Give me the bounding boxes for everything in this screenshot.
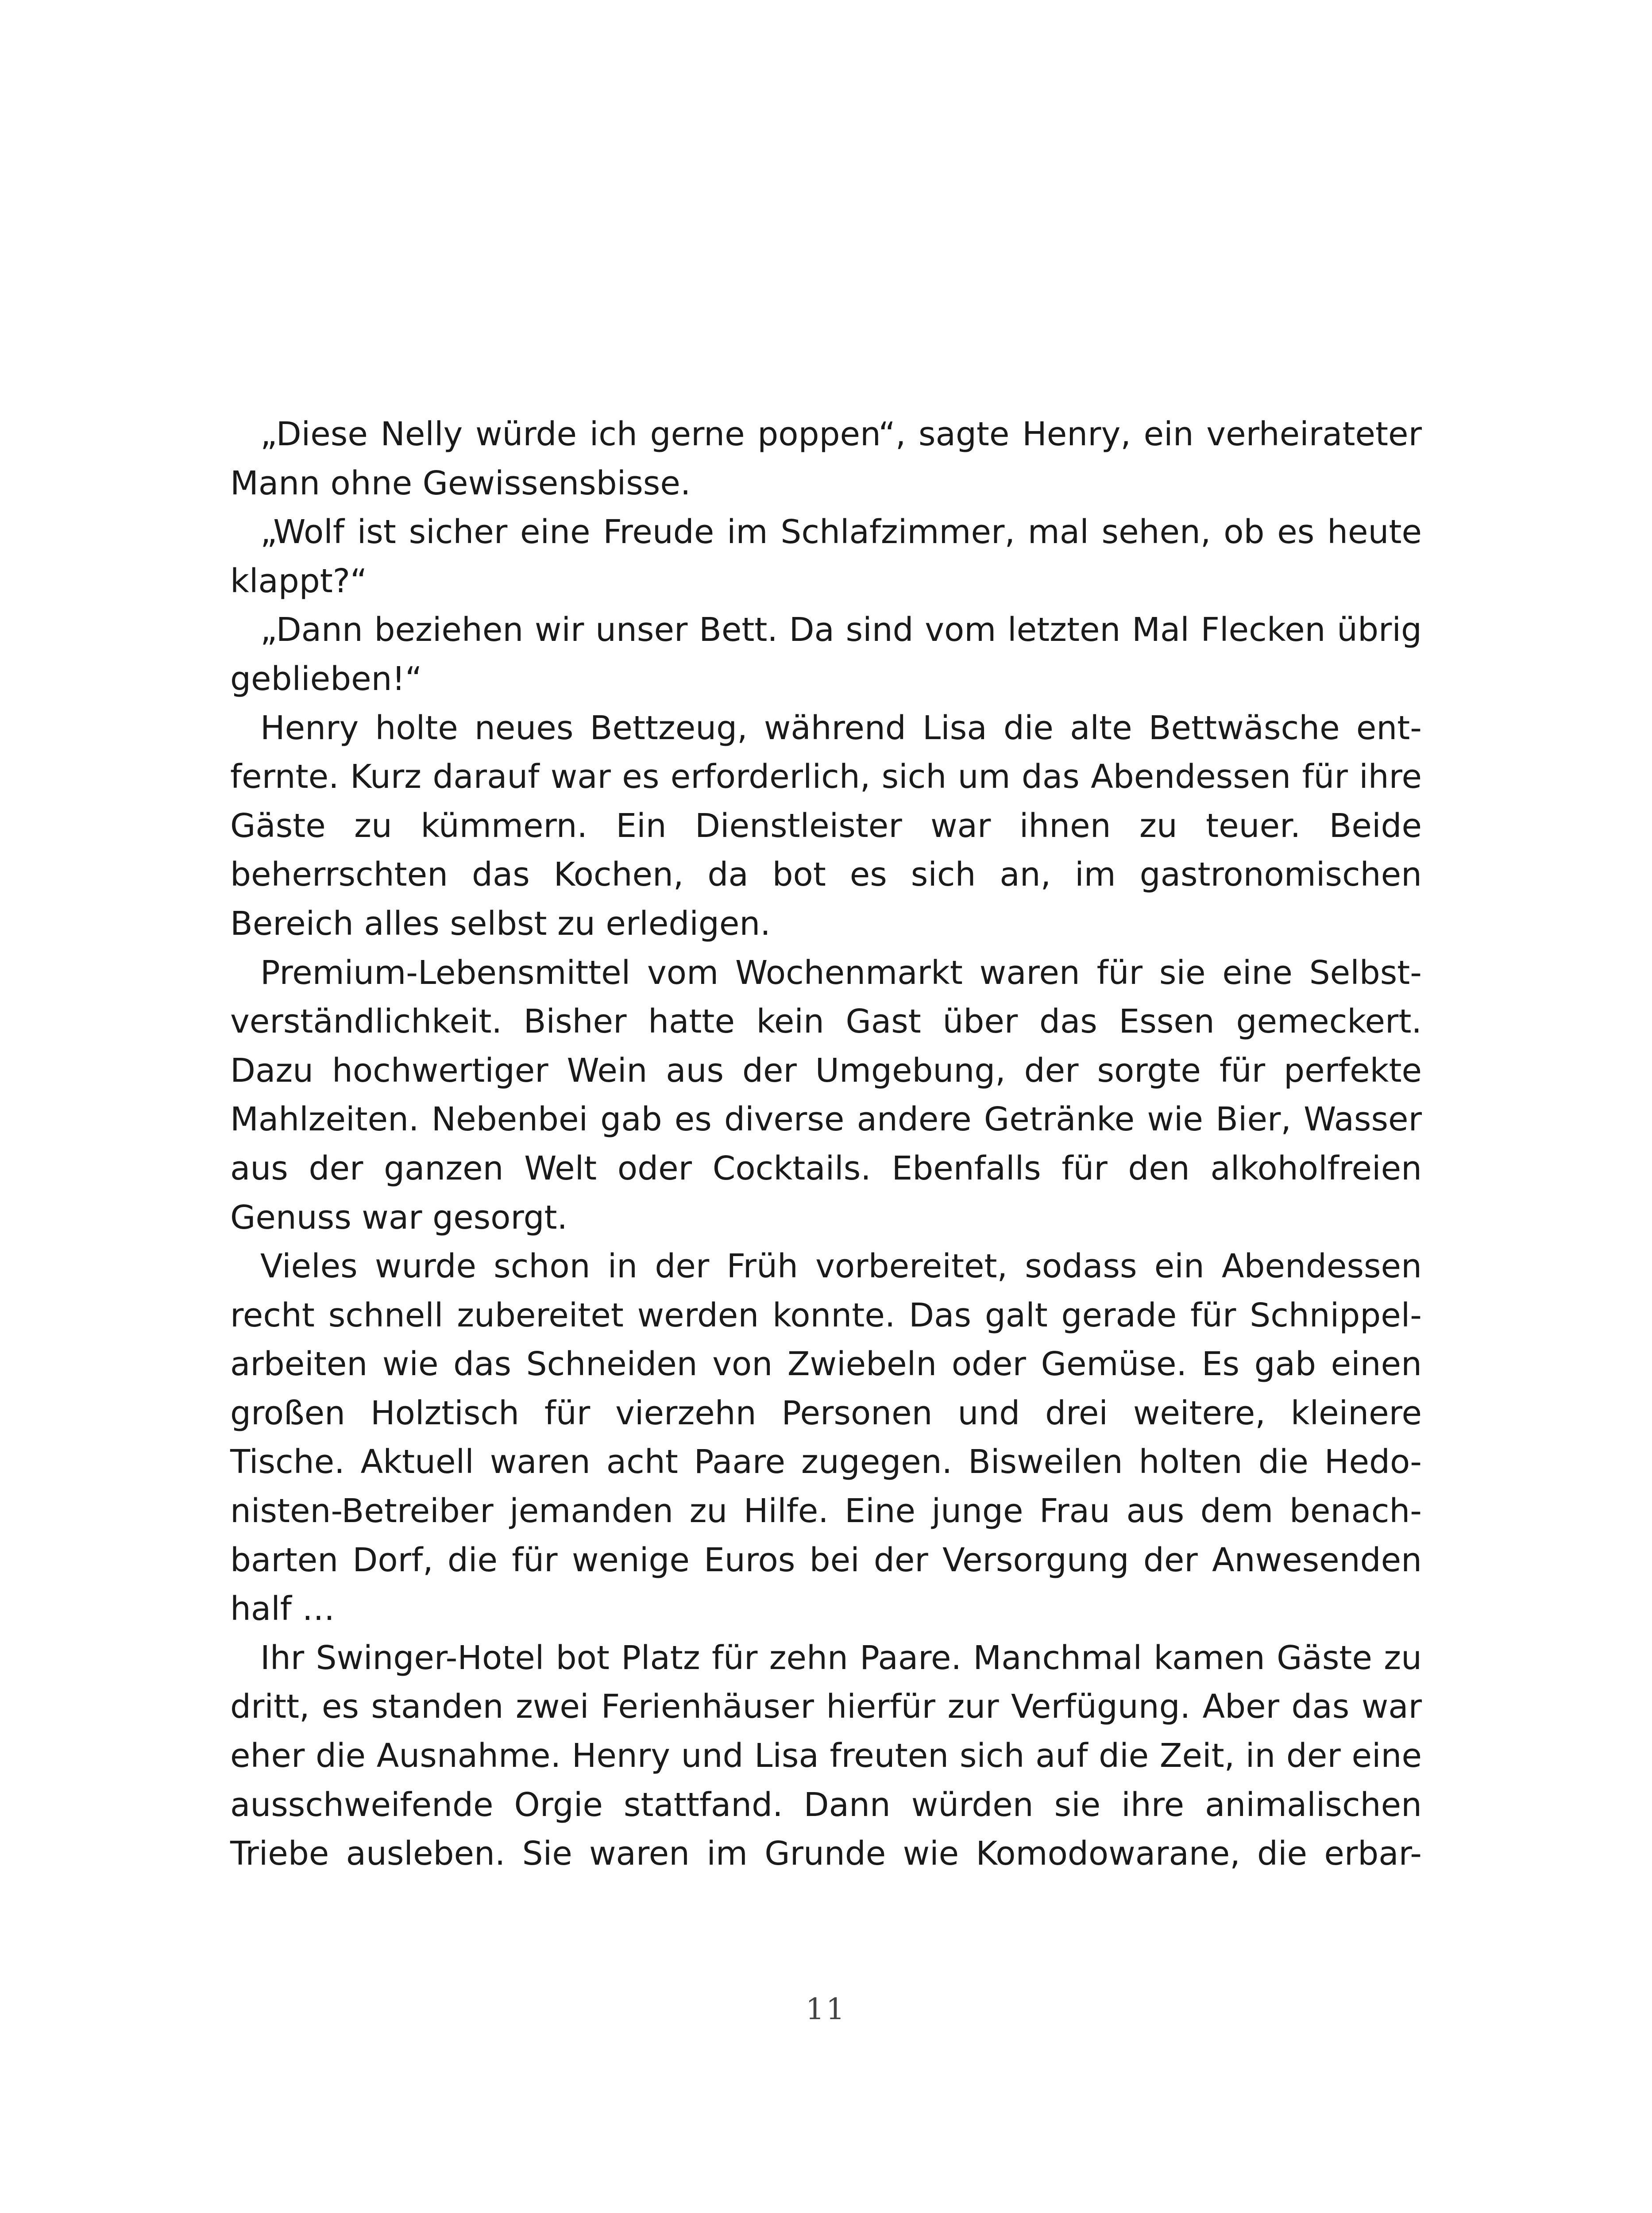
paragraph: „Wolf ist sicher eine Freude im Schlafzimmer, mal sehen, ob es heute klappt?“ — [230, 513, 1422, 600]
paragraph: Ihr Swinger-Hotel bot Platz für zehn Paare. Manchmal kamen Gäste zu dritt, es standen zwei Ferienhäuser hierfür zur Verfügung. Aber das war eher die Ausnahme. Henry und Lisa freuten sich auf die Zeit, in der eine ausschweifende Orgie stattfand. Dann würden sie ihre animalischen Triebe ausleben. Sie waren im Grunde wie Komodowarane, die erbar- — [230, 1639, 1422, 1873]
page-number: 11 — [806, 1992, 846, 2026]
paragraph: Henry holte neues Bettzeug, während Lisa die alte Bettwäsche entfernte. Kurz darauf war es erforderlich, sich um das Abendessen für ihre Gäste zu kümmern. Ein Dienstleister war ihnen zu teuer. Beide beherrschten das Kochen, da bot es sich an, im gastronomischen Bereich alles selbst zu erledigen. — [230, 709, 1422, 943]
paragraph: Vieles wurde schon in der Früh vorbereitet, sodass ein Abendessen recht schnell zubereitet werden konnte. Das galt gerade für Schnippelarbeiten wie das Schneiden von Zwiebeln oder Gemüse. Es gab einen großen Holztisch für vierzehn Personen und drei weitere, kleinere Tische. Aktuell waren acht Paare zugegen. Bisweilen holten die Hedonisten-Betreiber jemanden zu Hilfe. Eine junge Frau aus dem benachbarten Dorf, die für wenige Euros bei der Versorgung der Anwesenden half … — [230, 1247, 1422, 1628]
paragraph: „Dann beziehen wir unser Bett. Da sind vom letzten Mal Flecken übrig geblieben!“ — [230, 611, 1422, 698]
paragraph: „Diese Nelly würde ich gerne poppen“, sagte Henry, ein verheirateter Mann ohne Gewissensbisse. — [230, 415, 1422, 502]
paragraph: Premium-Lebensmittel vom Wochenmarkt waren für sie eine Selbstverständlichkeit. Bisher hatte kein Gast über das Essen gemeckert. Dazu hochwertiger Wein aus der Umgebung, der sorgte für perfekte Mahlzeiten. Nebenbei gab es diverse andere Getränke wie Bier, Wasser aus der ganzen Welt oder Cocktails. Ebenfalls für den alkoholfreien Genuss war gesorgt. — [230, 953, 1422, 1237]
body-text — [230, 410, 1422, 1878]
